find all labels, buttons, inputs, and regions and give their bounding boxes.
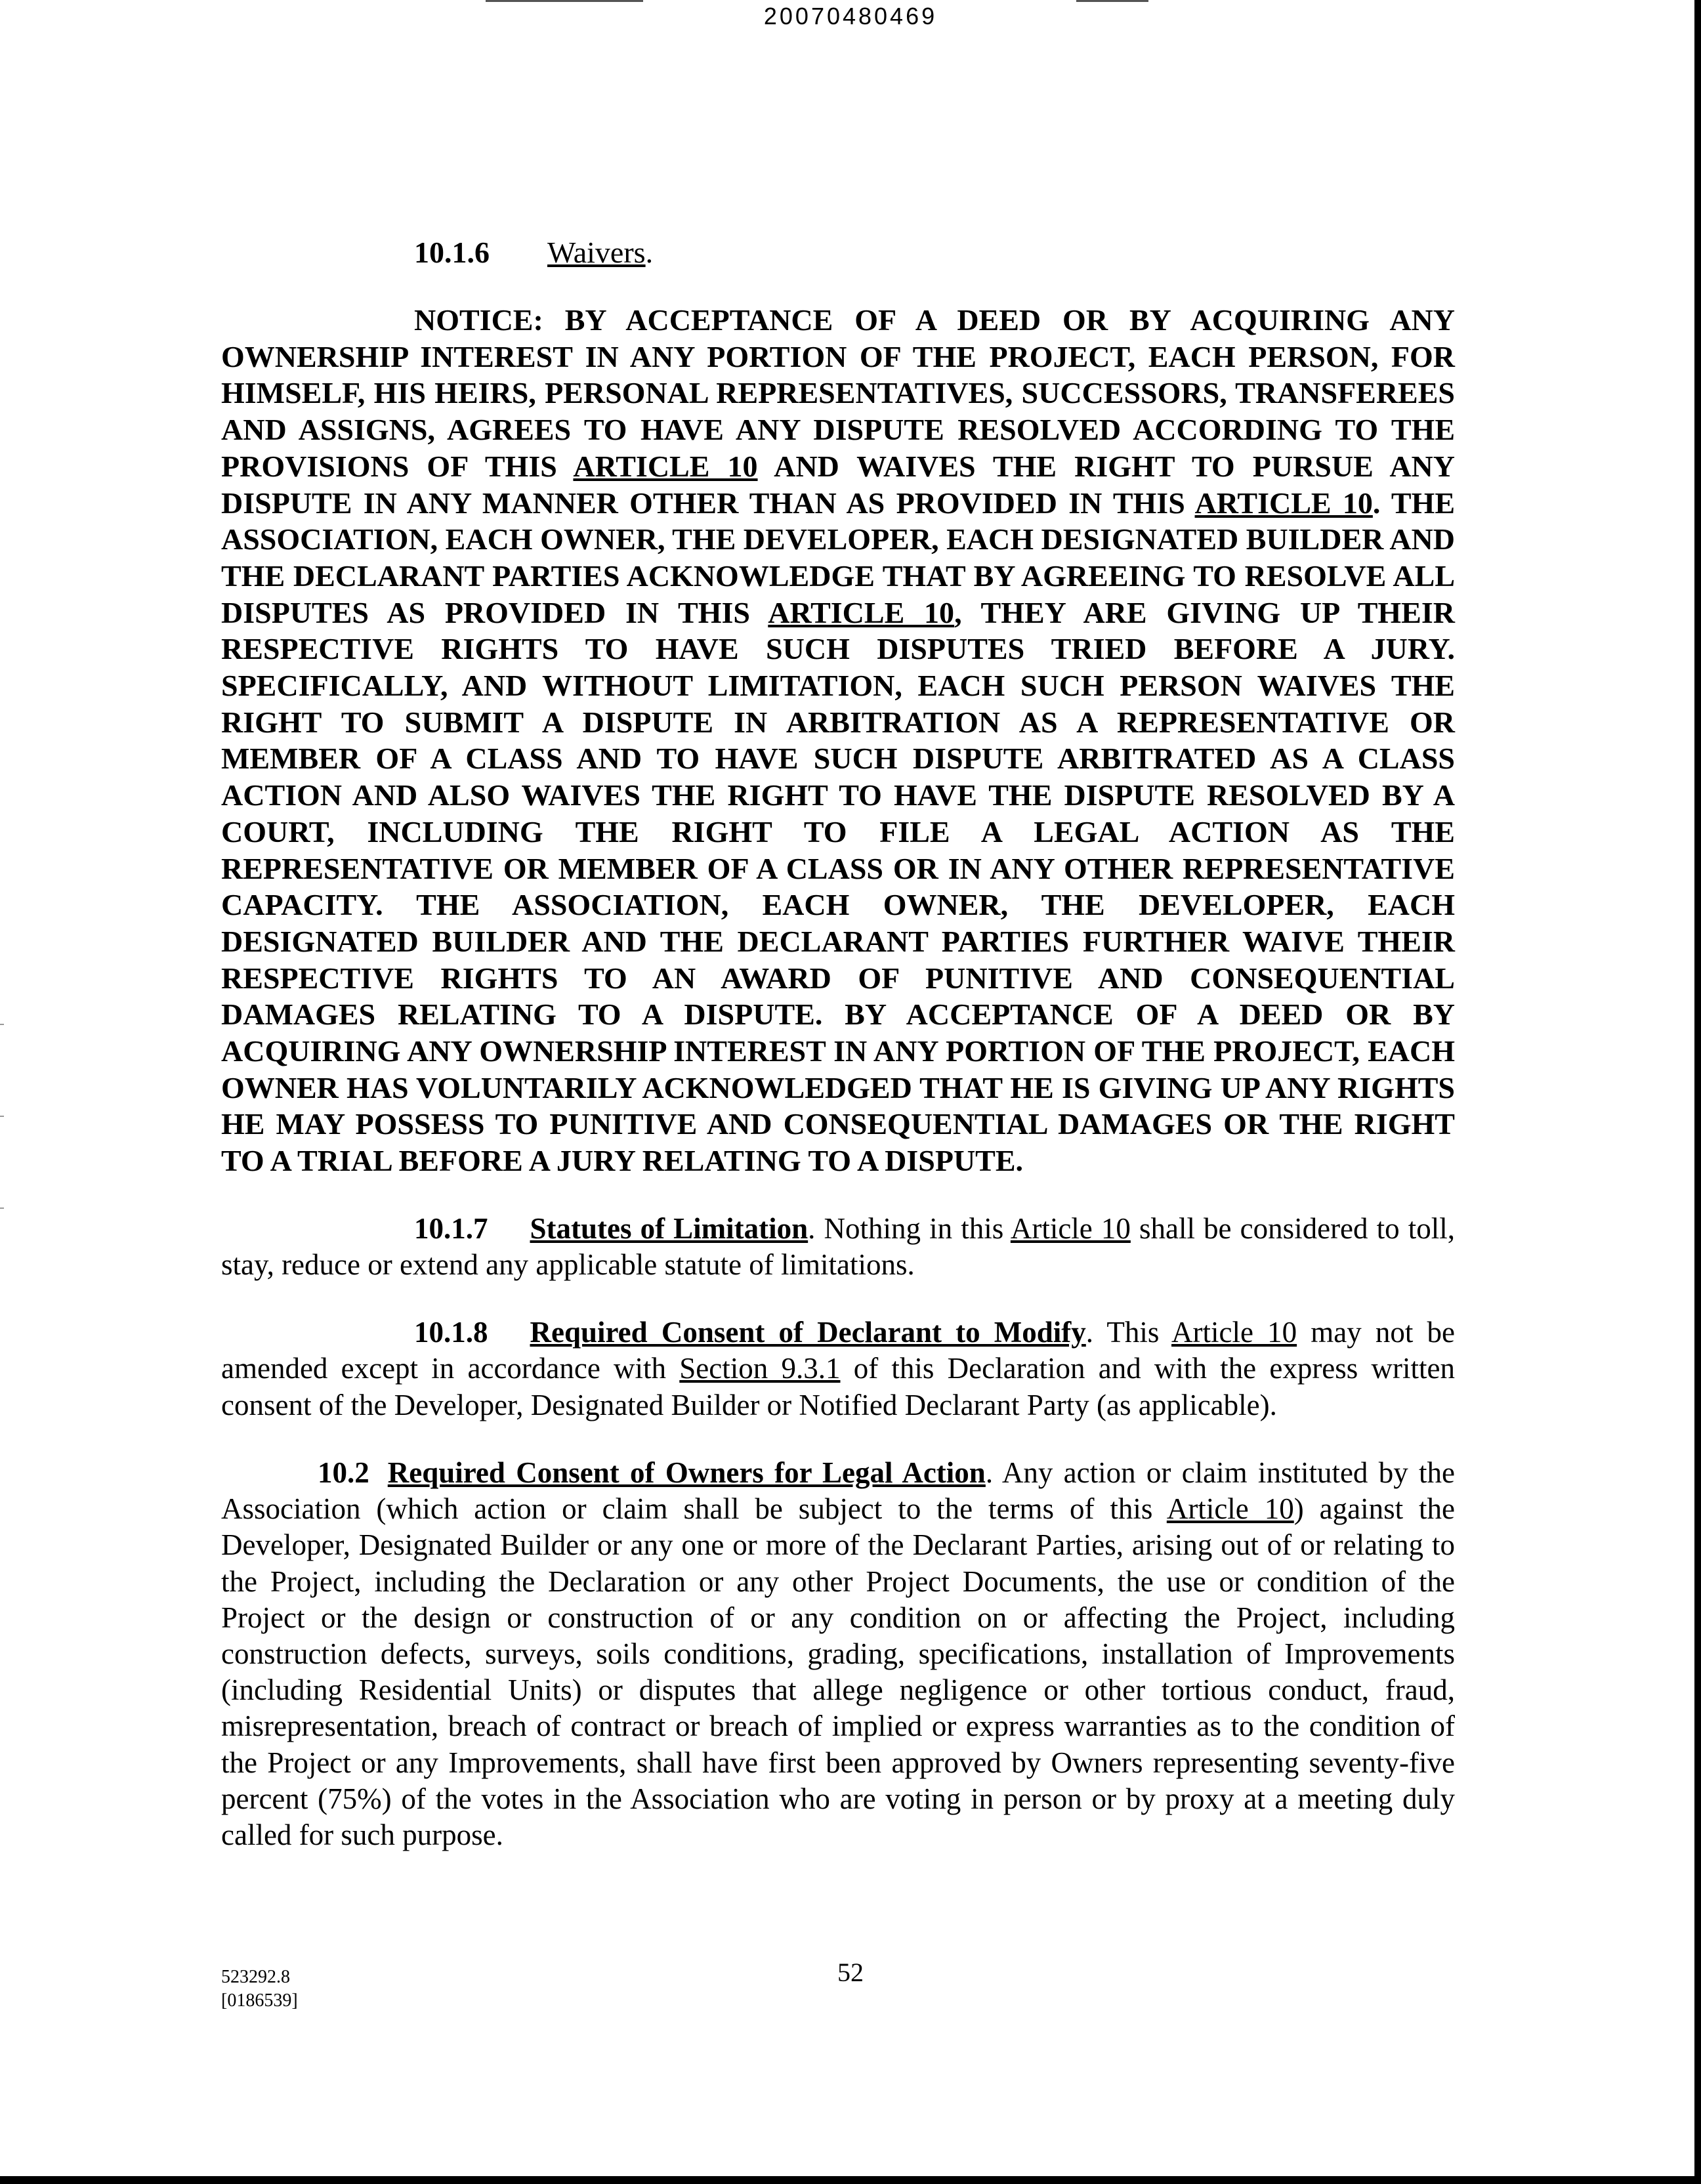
left-edge-tick <box>0 1024 4 1025</box>
section-number: 10.1.8 <box>414 1316 488 1349</box>
footer-doc-ids <box>221 1965 298 2013</box>
bottom-scan-border <box>0 2176 1701 2184</box>
doc-ref: [0186539] <box>221 1990 298 2011</box>
section-title: Required Consent of Owners for Legal Action <box>387 1456 986 1489</box>
section-number: 10.1.6 <box>414 236 490 269</box>
section-10-1-8: 10.1.8 Required Consent of Declarant to Modify. This Article 10 may not be amended except in accordance with Section 9.3.1 of this Declaration and with the express written consent of the Developer, Designated Builder or Notified Declarant Party (as applicable). <box>221 1316 1455 1421</box>
section-title: Waivers <box>547 236 646 269</box>
left-edge-tick <box>0 1116 4 1117</box>
section-10-2: 10.2 Required Consent of Owners for Legal Action. Any action or claim instituted by the Association (which action or claim shall be subject to the terms of this Article 10) against the Developer, Designated Builder or any one or more of the Declarant Parties, arising out of or relating to the Project, including the Declaration or any other Project Documents, the use or condition of the Project or the design or construction of or any condition on or affecting the Project, including construction defects, surveys, soils conditions, grading, specifications, installation of Improvements (including Residential Units) or disputes that allege negligence or other tortious conduct, fraud, misrepresentation, breach of contract or breach of implied or express warranties as to the condition of the Project or any Improvements, shall have first been approved by Owners representing seventy-five percent (75%) of the votes in the Association who are voting in person or by proxy at a meeting duly called for such purpose. <box>221 1456 1455 1851</box>
left-edge-tick <box>0 1208 4 1209</box>
section-title: Required Consent of Declarant to Modify <box>530 1316 1086 1349</box>
section-10-1-7: 10.1.7 Statutes of Limitation. Nothing in this Article 10 shall be considered to toll, stay, reduce or extend any applicable statute of limitations. <box>221 1211 1455 1282</box>
right-scan-border <box>1694 0 1701 2184</box>
article-reference: Article 10 <box>1010 1211 1131 1245</box>
page-number: 52 <box>837 1958 864 1987</box>
section-number: 10.2 <box>318 1456 369 1489</box>
document-body <box>221 233 1455 1853</box>
article-reference: ARTICLE 10 <box>573 449 758 483</box>
waiver-notice: NOTICE: BY ACCEPTANCE OF A DEED OR BY ACQUIRING ANY OWNERSHIP INTEREST IN ANY PORTION OF THE PROJECT, EACH PERSON, FOR HIMSELF, HIS HEIRS, PERSONAL REPRESENTATIVES, SUCCESSORS, TRANSFEREES AND ASSIGNS, AGREES TO HAVE ANY DISPUTE RESOLVED ACCORDING TO THE PROVISIONS OF THIS ARTICLE 10 AND WAIVES THE RIGHT TO PURSUE ANY DISPUTE IN ANY MANNER OTHER THAN AS PROVIDED IN THIS ARTICLE 10. THE ASSOCIATION, EACH OWNER, THE DEVELOPER, EACH DESIGNATED BUILDER AND THE DECLARANT PARTIES ACKNOWLEDGE THAT BY AGREEING TO RESOLVE ALL DISPUTES AS PROVIDED IN THIS ARTICLE 10, THEY ARE GIVING UP THEIR RESPECTIVE RIGHTS TO HAVE SUCH DISPUTES TRIED BEFORE A JURY. SPECIFICALLY, AND WITHOUT LIMITATION, EACH SUCH PERSON WAIVES THE RIGHT TO SUBMIT A DISPUTE IN ARBITRATION AS A REPRESENTATIVE OR MEMBER OF A CLASS AND TO HAVE SUCH DISPUTE ARBITRATED AS A CLASS ACTION AND ALSO WAIVES THE RIGHT TO HAVE THE DISPUTE RESOLVED BY A COURT, INCLUDING THE RIGHT TO FILE A LEGAL ACTION AS THE REPRESENTATIVE OR MEMBER OF A CLASS OR IN ANY OTHER REPRESENTATIVE CAPACITY. THE ASSOCIATION, EACH OWNER, THE DEVELOPER, EACH DESIGNATED BUILDER AND THE DECLARANT PARTIES FURTHER WAIVE THEIR RESPECTIVE RIGHTS TO AN AWARD OF PUNITIVE AND CONSEQUENTIAL DAMAGES RELATING TO A DISPUTE. BY ACCEPTANCE OF A DEED OR BY ACQUIRING ANY OWNERSHIP INTEREST IN ANY PORTION OF THE PROJECT, EACH OWNER HAS VOLUNTARILY ACKNOWLEDGED THAT HE IS GIVING UP ANY RIGHTS HE MAY POSSESS TO PUNITIVE AND CONSEQUENTIAL DAMAGES OR THE RIGHT TO A TRIAL BEFORE A JURY RELATING TO A DISPUTE. <box>221 303 1456 1178</box>
section-number: 10.1.7 <box>414 1211 488 1245</box>
top-scan-mark <box>1076 0 1148 2</box>
article-reference: Article 10 <box>1171 1316 1297 1349</box>
article-reference: ARTICLE 10 <box>1194 486 1373 520</box>
section-10-1-6-heading: 10.1.6 Waivers. <box>414 236 654 269</box>
article-reference: ARTICLE 10 <box>768 595 955 629</box>
doc-id: 523292.8 <box>221 1967 290 1987</box>
section-reference: Section 9.3.1 <box>679 1352 841 1385</box>
section-title: Statutes of Limitation <box>530 1211 808 1245</box>
top-scan-mark <box>486 0 643 2</box>
article-reference: Article 10 <box>1166 1492 1294 1526</box>
scan-number: 20070480469 <box>763 3 938 30</box>
